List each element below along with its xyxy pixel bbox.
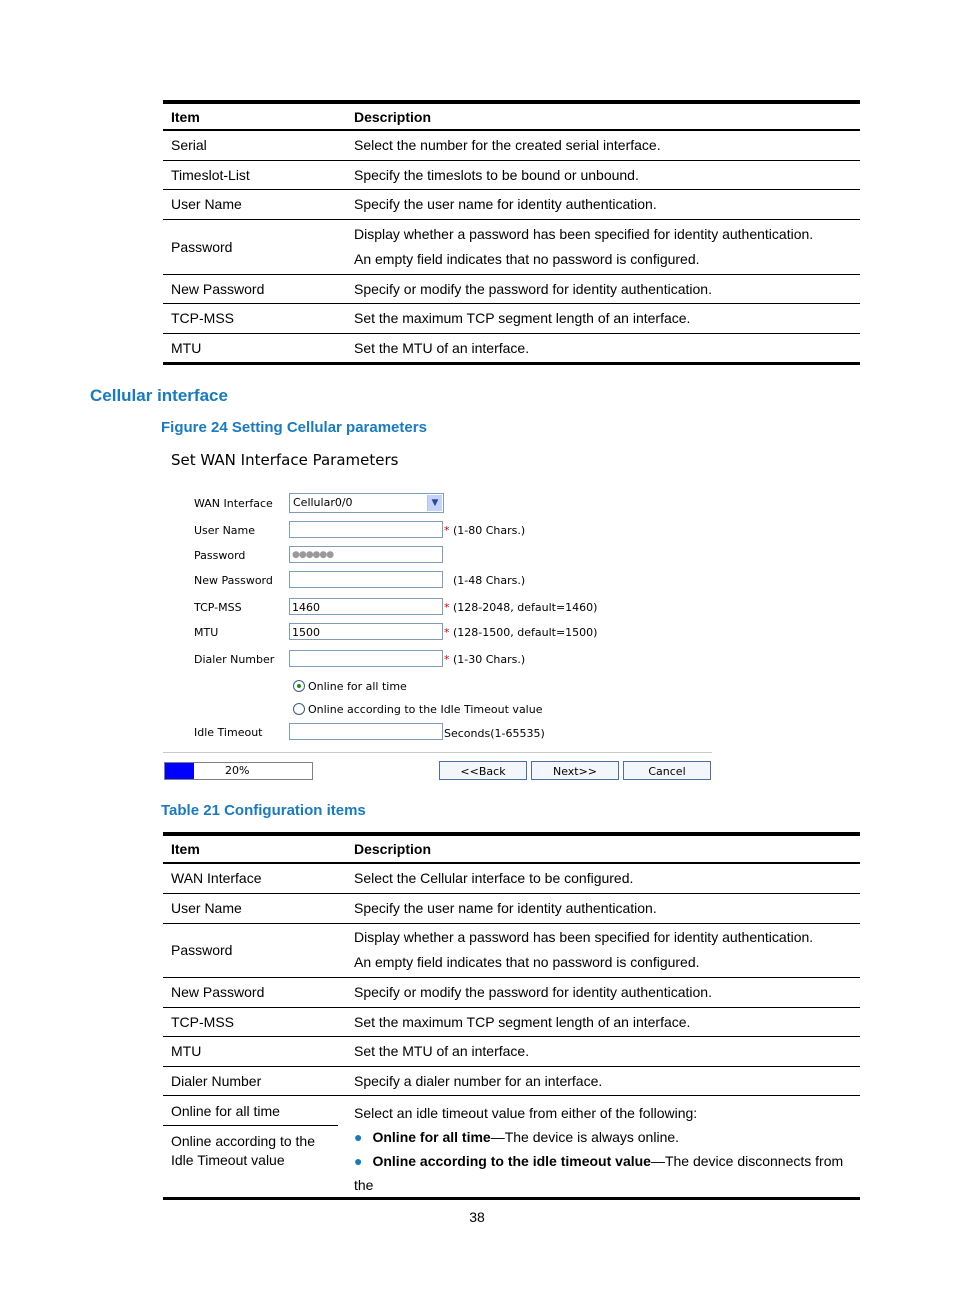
table-cell-description: Specify the user name for identity authentication. [354,196,657,212]
table-header-item: Item [171,841,200,857]
table-cell-item: Password [171,238,233,255]
radio-online-idle-timeout[interactable] [293,703,542,716]
table-cell-item: TCP-MSS [171,1013,234,1030]
table-cell-item: New Password [171,984,265,1000]
configuration-items-table [163,832,860,1200]
back-button[interactable]: <<Back [439,761,527,780]
table-header-description: Description [354,841,432,857]
progress-bar [164,762,313,780]
bullet-bold: Online for all time [372,1128,491,1145]
description-line: An empty field indicates that no password is configured. [354,954,700,970]
dialer-number-hint-text: (1-30 Chars.) [453,653,526,666]
required-marker: * [444,626,450,639]
table-cell-item: New Password [171,280,265,297]
bullet-bold: Online according to the idle timeout value [372,1152,651,1169]
table-row [163,1036,860,1066]
wan-interface-label: WAN Interface [194,497,273,510]
user-name-hint [444,524,525,537]
radio-selected-icon[interactable] [293,680,305,692]
bullet-text: —The device is always online. [490,1128,680,1145]
new-password-hint: (1-48 Chars.) [453,574,526,587]
table-cell-item [163,1095,346,1198]
table-row [163,274,860,303]
user-name-input[interactable] [289,521,443,538]
table-cell-description [346,219,860,274]
progress-bar-fill [165,763,194,779]
bullet-icon: ● [354,1152,363,1169]
table-row [163,923,860,977]
item-line: Idle Timeout value [171,1151,285,1168]
table-cell-item: Password [171,942,233,958]
required-marker: * [444,601,450,614]
table-cell-description: Specify a dialer number for an interface. [354,1072,603,1089]
table-cell-item: Dialer Number [171,1072,262,1089]
bullet-item [354,1149,860,1197]
chevron-down-icon[interactable]: ▼ [427,495,442,511]
table-header-item: Item [171,108,200,125]
table-cell-description: Specify the timeslots to be bound or unbound. [354,166,639,183]
table-row [163,160,860,189]
idle-timeout-label: Idle Timeout [194,726,263,739]
radio-online-all-time[interactable] [293,680,407,693]
item-online-idle-timeout [163,1126,346,1170]
description-line: Display whether a password has been specified for identity authentication. [354,929,814,945]
table-row [163,303,860,333]
wan-interface-value: Cellular0/0 [293,496,353,509]
new-password-label: New Password [194,574,273,587]
description-line: Display whether a password has been specified for identity authentication. [354,225,814,242]
mtu-hint-text: (128-1500, default=1500) [453,626,598,639]
table-row [163,333,860,363]
tcp-mss-input[interactable]: 1460 [289,598,443,615]
table-cell-item: MTU [171,1043,202,1059]
table-cell-item: TCP-MSS [171,310,234,326]
mtu-label: MTU [194,626,219,639]
table-cell-item: WAN Interface [171,870,262,887]
description-line: An empty field indicates that no password is configured. [354,250,700,267]
cancel-button[interactable]: Cancel [623,761,711,780]
table-cell-description [346,923,860,977]
tcp-mss-label: TCP-MSS [194,601,242,614]
form-title: Set WAN Interface Parameters [171,451,399,469]
user-name-label: User Name [194,524,256,537]
table-row [163,977,860,1007]
section-heading: Cellular interface [90,386,228,405]
table-cell-description: Set the MTU of an interface. [354,1043,530,1059]
table-row [163,1095,860,1198]
table-row [163,1066,860,1095]
table-cell-description: Specify the user name for identity authentication. [354,900,657,916]
password-label: Password [194,549,246,562]
tcp-mss-hint-text: (128-2048, default=1460) [453,601,598,614]
radio-unselected-icon[interactable] [293,703,305,715]
dialer-number-hint [444,653,525,666]
idle-timeout-input[interactable] [289,723,443,740]
page-number: 38 [469,1209,485,1225]
mtu-hint [444,626,597,639]
table-cell-description: Set the maximum TCP segment length of an interface. [354,310,691,326]
table-row [163,130,860,160]
mtu-input[interactable]: 1500 [289,623,443,640]
table-cell-description [346,1095,860,1198]
table-row [163,219,860,274]
form-divider [163,752,712,753]
figure-caption: Figure 24 Setting Cellular parameters [161,419,427,436]
next-button[interactable]: Next>> [531,761,619,780]
password-input[interactable]: ●●●●●● [289,546,443,563]
table-row [163,863,860,893]
radio-online-idle-label: Online according to the Idle Timeout value [308,703,543,716]
table-cell-description: Specify or modify the password for identity authentication. [354,280,712,297]
description-intro: Select an idle timeout value from either of the following: [354,1104,698,1121]
table-cell-description: Set the maximum TCP segment length of an interface. [354,1013,691,1030]
table-cell-description: Set the MTU of an interface. [354,339,530,356]
table-cell-item: User Name [171,900,242,916]
table-cell-description: Specify or modify the password for identity authentication. [354,984,712,1000]
radio-online-all-label: Online for all time [308,680,407,693]
table-cell-item: MTU [171,339,202,356]
required-marker: * [444,653,450,666]
table-cell-description: Select the number for the created serial interface. [354,137,661,154]
bullet-icon: ● [354,1128,363,1145]
user-name-hint-text: (1-80 Chars.) [453,524,526,537]
wan-interface-select[interactable] [289,493,444,513]
table-cell-item: User Name [171,196,242,212]
table-cell-item: Timeslot-List [171,166,250,183]
progress-text: 20% [225,764,250,777]
table-cell-description: Select the Cellular interface to be configured. [354,870,634,887]
dialer-number-input[interactable] [289,650,443,667]
tcp-mss-hint [444,601,597,614]
bullet-item [354,1125,860,1149]
serial-items-table [163,100,860,365]
table-cell-item: Serial [171,137,207,154]
table-row [163,1007,860,1036]
item-online-all-time: Online for all time [163,1096,338,1126]
dialer-number-label: Dialer Number [194,653,275,666]
idle-timeout-hint: Seconds(1-65535) [444,727,545,740]
table-caption: Table 21 Configuration items [161,802,366,819]
table-header-description: Description [354,108,432,125]
required-marker: * [444,524,450,537]
bullet-text: —The device disconnects from the [354,1152,844,1193]
new-password-input[interactable] [289,571,443,588]
table-row [163,189,860,219]
table-row [163,893,860,923]
item-line: Online according to the [171,1132,315,1149]
